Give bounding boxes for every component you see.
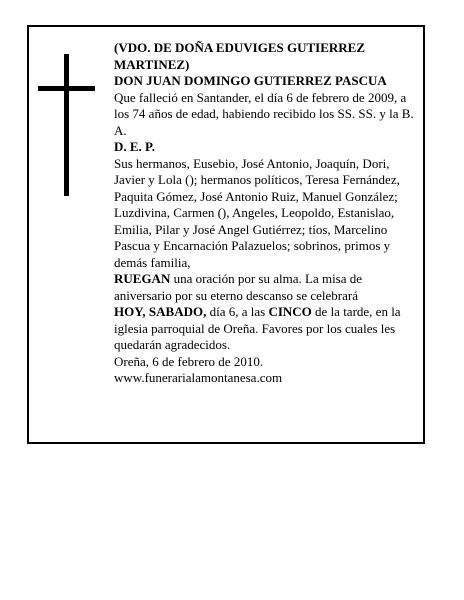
place-date: Oreña, 6 de febrero de 2010. xyxy=(114,353,264,369)
cross-icon-bar xyxy=(38,86,95,91)
dep-line: D. E. P. xyxy=(114,139,156,154)
family-list: Sus hermanos, Eusebio, José Antonio, Joaquín, Dori, Javier y Lola (); hermanos políticos, Teresa Fernández, Paquita Gómez, José Antonio Ruiz, Manuel González; Luzdivina, Carmen (), Angeles, Leopoldo, Estanislao, Emilia, Pilar y José Angel Gutiérrez; tíos, Marcelino Pascua y Encarnación Palazuelos; sobrinos, primos y demás familia, xyxy=(114,155,400,270)
website-link[interactable]: www.funerarialamontanesa.com xyxy=(114,370,283,385)
deceased-name: DON JUAN DOMINGO GUTIERREZ PASCUA xyxy=(114,73,387,88)
death-details: Que falleció en Santander, el día 6 de febrero de 2009, a los 74 años de edad, habiendo recibido los SS. SS. y la B. A. xyxy=(114,89,414,138)
ruegan-paragraph: RUEGAN una oración por su alma. La misa de aniversario por su eterno descanso se celebrará xyxy=(114,271,363,303)
cross-icon xyxy=(64,54,69,196)
obituary-text xyxy=(114,40,416,387)
mass-details: HOY, SABADO, día 6, a las CINCO de la tarde, en la iglesia parroquial de Oreña. Favores por los cuales les quedarán agradecidos. xyxy=(114,304,401,352)
widow-line: (VDO. DE DOÑA EDUVIGES GUTIERREZ MARTINEZ) xyxy=(114,40,366,72)
